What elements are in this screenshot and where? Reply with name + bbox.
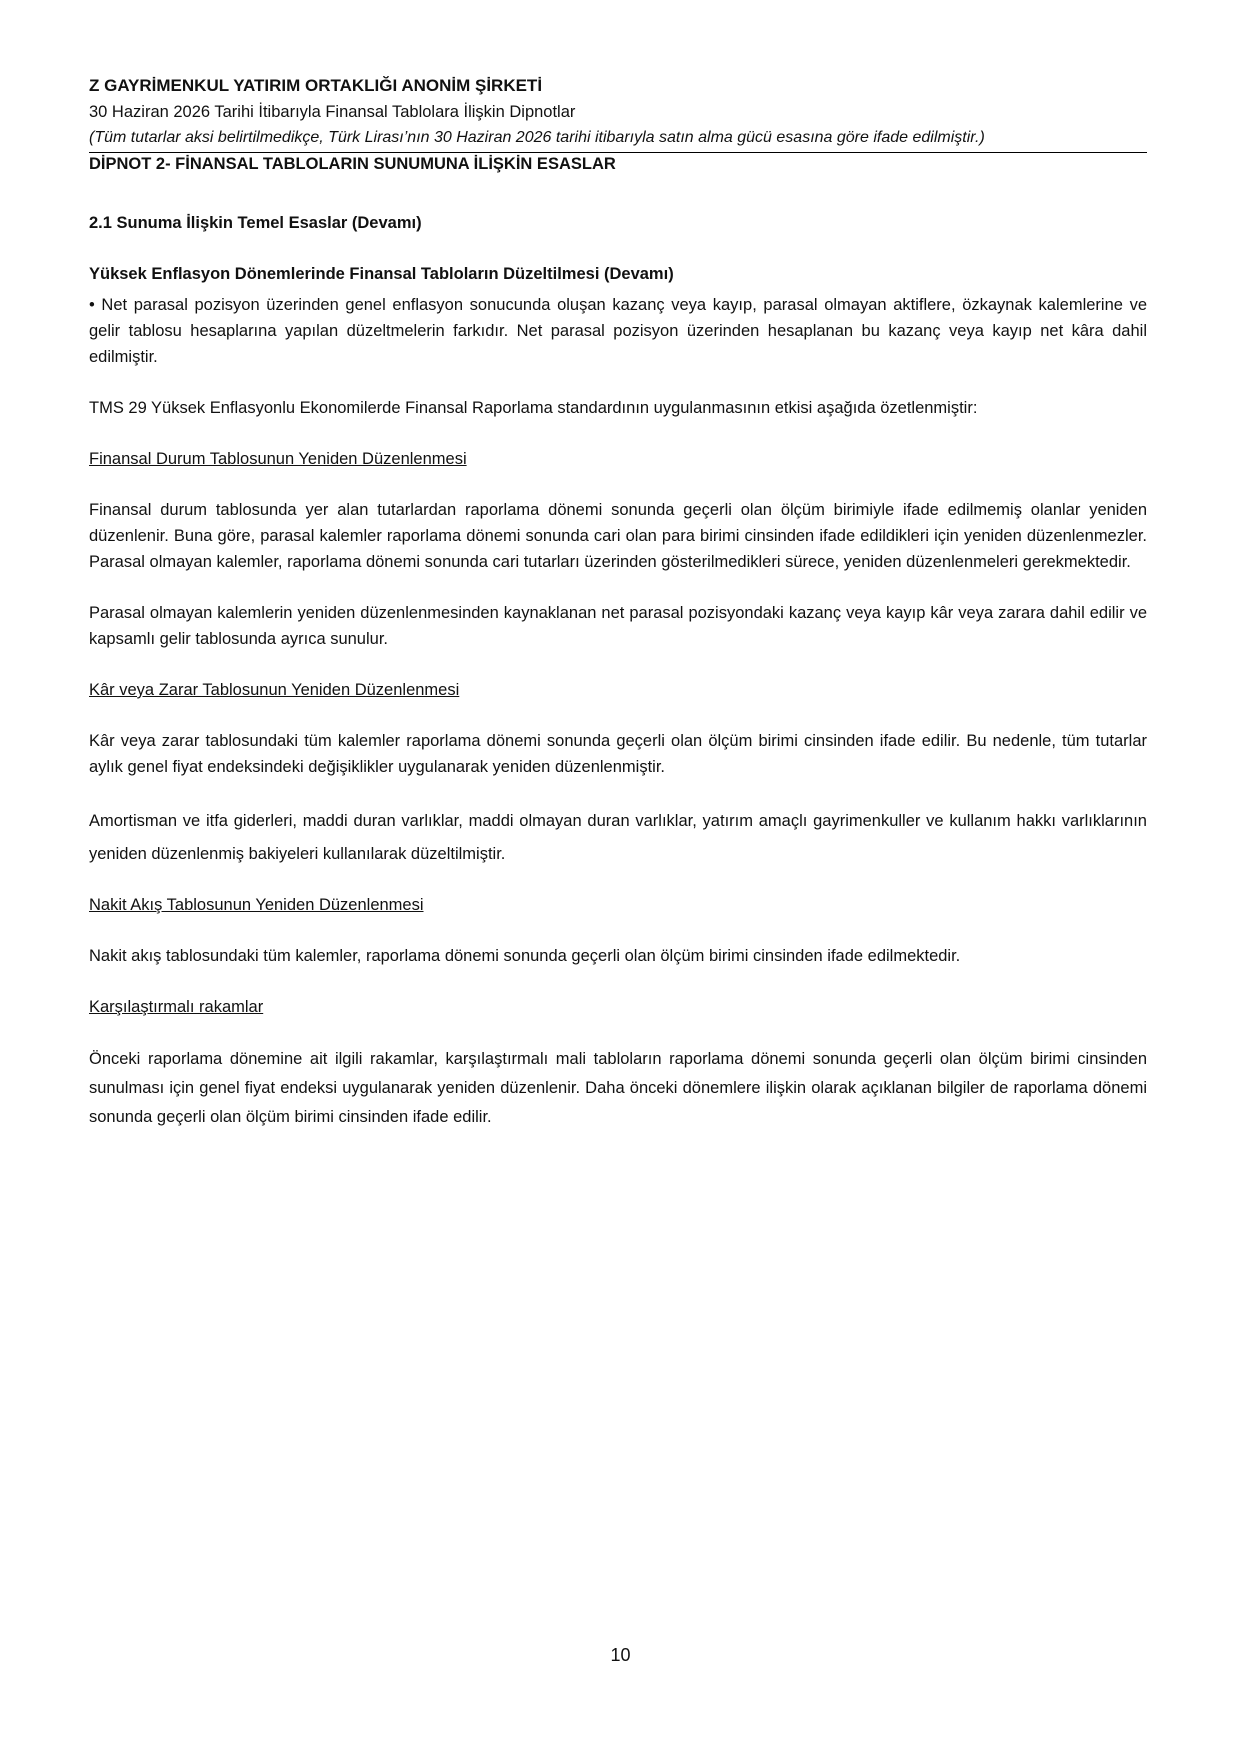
cash-flow-paragraph: Nakit akış tablosundaki tüm kalemler, raporlama dönemi sonunda geçerli olan ölçüm birimi cinsinden ifade edilmektedir. bbox=[89, 947, 961, 965]
profit-loss-paragraph-1: Kâr veya zarar tablosundaki tüm kalemler raporlama dönemi sonunda geçerli olan ölçüm birimi cinsinden ifade edilir. Bu nedenle, tüm tutarlar aylık genel fiyat endeksindeki değişiklikler uygulanarak yeniden düzenlenmiştir. bbox=[89, 732, 1147, 776]
currency-note: (Tüm tutarlar aksi belirtilmedikçe, Türk Lirası’nın 30 Haziran 2026 tarihi itibarıyla satın alma gücü esasına göre ifade edilmiştir.) bbox=[89, 129, 985, 146]
financial-position-paragraph-2: Parasal olmayan kalemlerin yeniden düzenlenmesinden kaynaklanan net parasal pozisyondaki kazanç veya kayıp kâr veya zarara dahil edilir ve kapsamlı gelir tablosunda ayrıca sunulur. bbox=[89, 604, 1147, 648]
profit-loss-title: Kâr veya Zarar Tablosunun Yeniden Düzenlenmesi bbox=[89, 681, 460, 699]
section-heading: 2.1 Sunuma İlişkin Temel Esaslar (Devamı) bbox=[89, 214, 422, 232]
cash-flow-title: Nakit Akış Tablosunun Yeniden Düzenlenmesi bbox=[89, 896, 424, 914]
body-content bbox=[89, 210, 1147, 1132]
comparatives-title: Karşılaştırmalı rakamlar bbox=[89, 998, 264, 1016]
bullet-paragraph: • Net parasal pozisyon üzerinden genel enflasyon sonucunda oluşan kazanç veya kayıp, parasal olmayan aktiflere, özkaynak kalemlerine ve gelir tablosu hesaplarına yapılan düzeltmelerin farkıdır. Net parasal pozisyon üzerinden hesaplanan bu kazanç veya kayıp net kâra dahil edilmiştir. bbox=[89, 296, 1147, 366]
note-section-title: DİPNOT 2- FİNANSAL TABLOLARIN SUNUMUNA İLİŞKİN ESASLAR bbox=[89, 155, 616, 173]
page-number: 10 bbox=[610, 1645, 631, 1665]
document-subtitle: 30 Haziran 2026 Tarihi İtibarıyla Finansal Tablolara İlişkin Dipnotlar bbox=[89, 103, 576, 121]
financial-position-title: Finansal Durum Tablosunun Yeniden Düzenlenmesi bbox=[89, 450, 467, 468]
comparatives-paragraph: Önceki raporlama dönemine ait ilgili rakamlar, karşılaştırmalı mali tabloların raporlama dönemi sonunda geçerli olan ölçüm birimi cinsinden sunulması için genel fiyat endeksi uygulanarak yeniden düzenlenir. Daha önceki dönemlere ilişkin olarak açıklanan bilgiler de raporlama dönemi sonunda geçerli olan ölçüm birimi cinsinden ifade edilir. bbox=[89, 1050, 1147, 1126]
profit-loss-paragraph-2: Amortisman ve itfa giderleri, maddi duran varlıklar, maddi olmayan duran varlıklar, yatırım amaçlı gayrimenkuller ve kullanım hakkı varlıklarının yeniden düzenlenmiş bakiyeleri kullanılarak düzeltilmiştir. bbox=[89, 812, 1147, 863]
company-name: Z GAYRİMENKUL YATIRIM ORTAKLIĞI ANONİM ŞİRKETİ bbox=[89, 76, 543, 95]
subsection-heading: Yüksek Enflasyon Dönemlerinde Finansal Tabloların Düzeltilmesi (Devamı) bbox=[89, 265, 674, 283]
intro-paragraph: TMS 29 Yüksek Enflasyonlu Ekonomilerde Finansal Raporlama standardının uygulanmasının etkisi aşağıda özetlenmiştir: bbox=[89, 399, 978, 417]
financial-position-paragraph-1: Finansal durum tablosunda yer alan tutarlardan raporlama dönemi sonunda geçerli olan ölçüm birimiyle ifade edilmemiş olanlar yeniden düzenlenir. Buna göre, parasal kalemler raporlama dönemi sonunda cari olan para birimi cinsinden ifade edildikleri için yeniden düzenlenmezler. Parasal olmayan kalemler, raporlama dönemi sonunda cari tutarları üzerinden gösterilmedikleri sürece, yeniden düzenlenmeleri gerekmektedir. bbox=[89, 501, 1147, 571]
header-divider bbox=[89, 152, 1147, 153]
